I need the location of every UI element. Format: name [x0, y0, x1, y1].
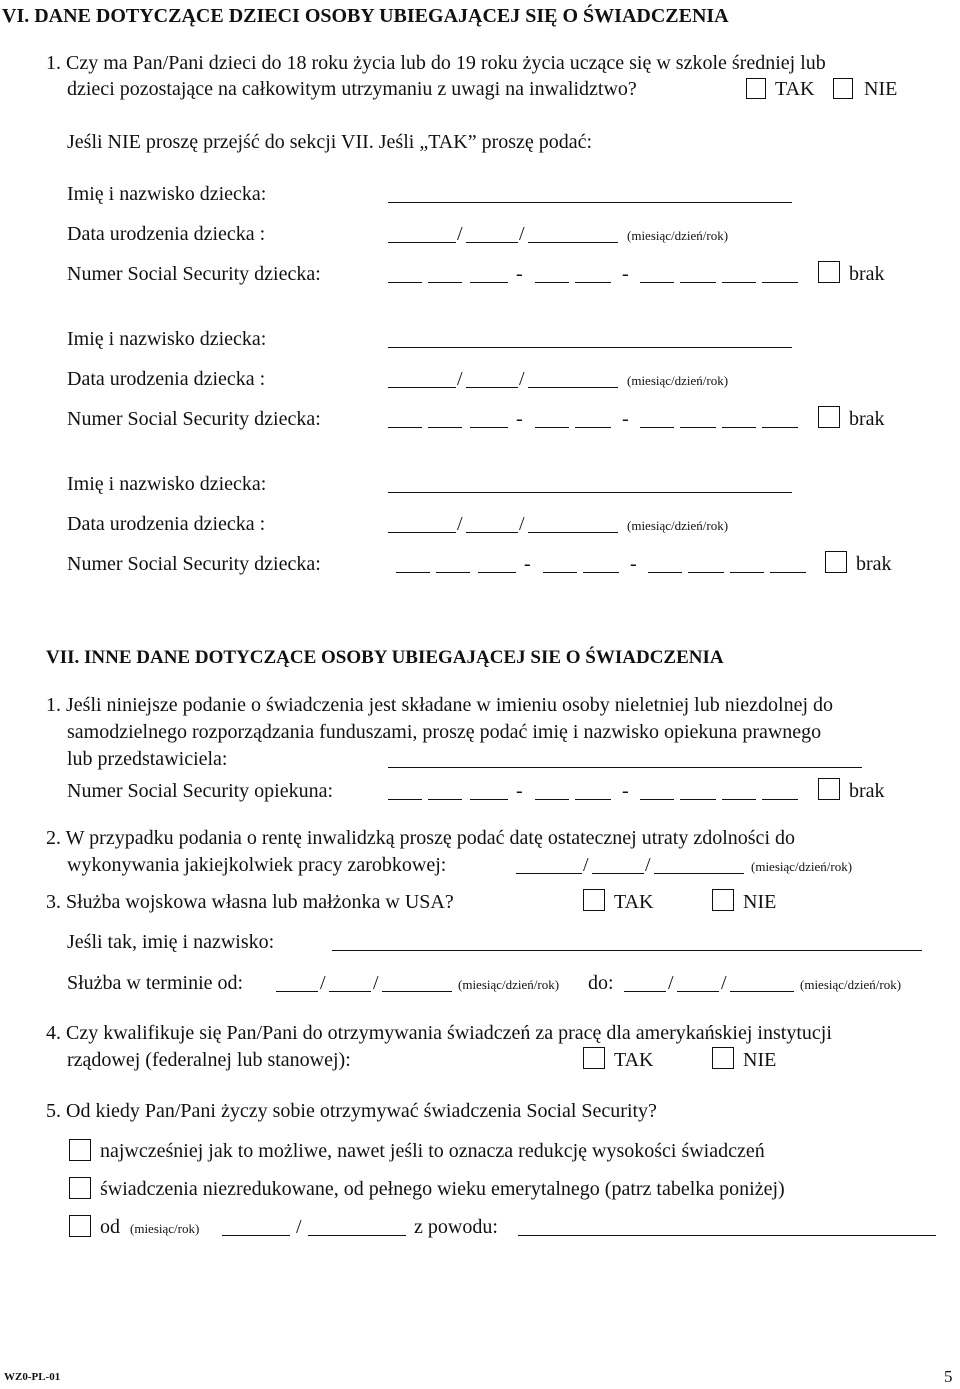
- child2-brak-checkbox[interactable]: [818, 406, 840, 428]
- child2-ssn-digit-4[interactable]: [535, 427, 569, 428]
- child3-name-field[interactable]: [388, 492, 792, 493]
- q4-nie-label: NIE: [743, 1049, 777, 1071]
- child2-dob-day-field[interactable]: [466, 387, 518, 388]
- q4-tak-label: TAK: [614, 1049, 654, 1071]
- child3-brak-checkbox[interactable]: [825, 551, 847, 573]
- child2-dob-month-field[interactable]: [388, 387, 456, 388]
- child2-ssn-digit-1[interactable]: [388, 427, 422, 428]
- service-to-year[interactable]: [730, 991, 794, 992]
- ssn-dash: -: [630, 553, 637, 575]
- section-7-heading: VII. INNE DANE DOTYCZĄCE OSOBY UBIEGAJĄCEJ SIE O ŚWIADCZENIA: [46, 647, 724, 668]
- s7-q2-line2: wykonywania jakiejkolwiek pracy zarobkowej:: [67, 854, 447, 876]
- q4-tak-checkbox[interactable]: [583, 1047, 605, 1069]
- child3-ssn-digit-3[interactable]: [478, 572, 516, 573]
- child1-brak-checkbox[interactable]: [818, 261, 840, 283]
- child3-ssn-digit-5[interactable]: [583, 572, 619, 573]
- child2-dob-label: Data urodzenia dziecka :: [67, 368, 266, 390]
- s7-q1-line2: samodzielnego rozporządzania funduszami, proszę podać imię i nazwisko opiekuna prawnego: [67, 721, 822, 743]
- s7-q2-line1: 2. W przypadku podania o rentę inwalidzką proszę podać datę ostatecznej utraty zdolności do: [46, 827, 795, 849]
- q5-option-full-age-checkbox[interactable]: [69, 1177, 91, 1199]
- date-slash: /: [519, 368, 525, 390]
- date-format-hint: (miesiąc/dzień/rok): [458, 977, 560, 992]
- child2-name-field[interactable]: [388, 347, 792, 348]
- q3-nie-checkbox[interactable]: [712, 889, 734, 911]
- brak-label: brak: [849, 780, 885, 802]
- date-slash: /: [457, 368, 463, 390]
- section-6-heading: VI. DANE DOTYCZĄCE DZIECI OSOBY UBIEGAJĄCEJ SIĘ O ŚWIADCZENIA: [2, 5, 729, 27]
- service-from-year[interactable]: [382, 991, 452, 992]
- child2-ssn-digit-9[interactable]: [762, 427, 798, 428]
- q5-reason-field[interactable]: [518, 1235, 936, 1236]
- brak-label: brak: [849, 263, 885, 285]
- date-slash: /: [373, 972, 379, 994]
- child2-ssn-digit-5[interactable]: [575, 427, 611, 428]
- q5-option-date-prefix: od: [100, 1216, 120, 1238]
- child2-ssn-digit-8[interactable]: [722, 427, 756, 428]
- q5-option-earliest-checkbox[interactable]: [69, 1139, 91, 1161]
- child3-ssn-digit-8[interactable]: [730, 572, 764, 573]
- date-slash: /: [519, 223, 525, 245]
- date-slash: /: [296, 1216, 302, 1238]
- child3-dob-day-field[interactable]: [466, 532, 518, 533]
- date-format-hint: (miesiąc/dzień/rok): [751, 859, 853, 874]
- child1-ssn-label: Numer Social Security dziecka:: [67, 263, 321, 285]
- q4-nie-checkbox[interactable]: [712, 1047, 734, 1069]
- ssn-dash: -: [622, 780, 629, 802]
- child1-name-field[interactable]: [388, 202, 792, 203]
- s7-q1-line1: 1. Jeśli niniejsze podanie o świadczenia jest składane w imieniu osoby nieletniej lub niezdolnej do: [46, 694, 834, 716]
- child3-ssn-label: Numer Social Security dziecka:: [67, 553, 321, 575]
- q1-tak-checkbox[interactable]: [746, 78, 766, 99]
- child1-dob-label: Data urodzenia dziecka :: [67, 223, 266, 245]
- child1-ssn-digit-8[interactable]: [722, 282, 756, 283]
- q1-text-line2: dzieci pozostające na całkowitym utrzymaniu z uwagi na inwalidztwo?: [67, 78, 637, 100]
- child1-dob-year-field[interactable]: [528, 242, 618, 243]
- q1-nie-label: NIE: [864, 78, 898, 100]
- service-to-month[interactable]: [624, 991, 666, 992]
- skip-instruction: Jeśli NIE proszę przejść do sekcji VII. Jeśli „TAK” proszę podać:: [67, 131, 593, 153]
- disability-month-field[interactable]: [516, 873, 582, 874]
- guardian-ssn-digit-7[interactable]: [680, 799, 716, 800]
- q5-reason-label: z powodu:: [414, 1216, 498, 1238]
- ssn-dash: -: [622, 263, 629, 285]
- date-slash: /: [457, 513, 463, 535]
- q1-text-line1: 1. Czy ma Pan/Pani dzieci do 18 roku życia lub do 19 roku życia uczące się w szkole średniej lub: [46, 52, 826, 74]
- date-format-hint: (miesiąc/dzień/rok): [627, 228, 729, 243]
- month-year-hint: (miesiąc/rok): [130, 1221, 200, 1236]
- child1-ssn-digit-3[interactable]: [470, 282, 508, 283]
- guardian-ssn-digit-2[interactable]: [428, 799, 462, 800]
- ssn-dash: -: [516, 263, 523, 285]
- child3-ssn-digit-4[interactable]: [543, 572, 577, 573]
- q3-name-label: Jeśli tak, imię i nazwisko:: [67, 931, 275, 953]
- child3-ssn-digit-9[interactable]: [770, 572, 806, 573]
- date-format-hint: (miesiąc/dzień/rok): [627, 518, 729, 533]
- page-number: 5: [944, 1367, 953, 1386]
- child2-ssn-digit-7[interactable]: [680, 427, 716, 428]
- date-format-hint: (miesiąc/dzień/rok): [800, 977, 902, 992]
- service-from-day[interactable]: [329, 991, 371, 992]
- guardian-ssn-label: Numer Social Security opiekuna:: [67, 780, 334, 802]
- form-code: WZ0-PL-01: [4, 1371, 61, 1383]
- date-format-hint: (miesiąc/dzień/rok): [627, 373, 729, 388]
- child3-ssn-digit-2[interactable]: [436, 572, 470, 573]
- child1-ssn-digit-9[interactable]: [762, 282, 798, 283]
- child2-ssn-label: Numer Social Security dziecka:: [67, 408, 321, 430]
- child3-ssn-digit-6[interactable]: [648, 572, 682, 573]
- guardian-ssn-digit-8[interactable]: [722, 799, 756, 800]
- s7-q3: 3. Służba wojskowa własna lub małżonka w USA?: [46, 891, 454, 913]
- s7-q4-line2: rządowej (federalnej lub stanowej):: [67, 1049, 351, 1071]
- q5-option-date-checkbox[interactable]: [69, 1215, 91, 1237]
- child1-dob-month-field[interactable]: [388, 242, 456, 243]
- s7-q4-line1: 4. Czy kwalifikuje się Pan/Pani do otrzymywania świadczeń za pracę dla amerykańskiej instytucji: [46, 1022, 832, 1044]
- q3-tak-label: TAK: [614, 891, 654, 913]
- child2-ssn-digit-2[interactable]: [428, 427, 462, 428]
- child1-ssn-digit-2[interactable]: [428, 282, 462, 283]
- q1-nie-checkbox[interactable]: [833, 78, 853, 99]
- child3-dob-month-field[interactable]: [388, 532, 456, 533]
- q3-name-field[interactable]: [332, 950, 922, 951]
- child2-ssn-digit-3[interactable]: [470, 427, 508, 428]
- brak-label: brak: [849, 408, 885, 430]
- brak-label: brak: [856, 553, 892, 575]
- guardian-ssn-digit-6[interactable]: [640, 799, 674, 800]
- guardian-name-field[interactable]: [388, 767, 862, 768]
- q3-tak-checkbox[interactable]: [583, 889, 605, 911]
- q5-option-earliest-label: najwcześniej jak to możliwe, nawet jeśli to oznacza redukcję wysokości świadczeń: [100, 1140, 765, 1162]
- date-slash: /: [668, 972, 674, 994]
- q3-nie-label: NIE: [743, 891, 777, 913]
- q5-year-field[interactable]: [308, 1235, 406, 1236]
- child1-dob-day-field[interactable]: [466, 242, 518, 243]
- child1-ssn-digit-4[interactable]: [535, 282, 569, 283]
- service-to-label: do:: [588, 972, 614, 994]
- ssn-dash: -: [524, 553, 531, 575]
- ssn-dash: -: [622, 408, 629, 430]
- child1-name-label: Imię i nazwisko dziecka:: [67, 183, 267, 205]
- guardian-ssn-digit-9[interactable]: [762, 799, 798, 800]
- child2-name-label: Imię i nazwisko dziecka:: [67, 328, 267, 350]
- guardian-ssn-digit-3[interactable]: [470, 799, 508, 800]
- date-slash: /: [320, 972, 326, 994]
- disability-day-field[interactable]: [592, 873, 644, 874]
- q5-month-field[interactable]: [222, 1235, 290, 1236]
- child3-name-label: Imię i nazwisko dziecka:: [67, 473, 267, 495]
- guardian-brak-checkbox[interactable]: [818, 778, 840, 800]
- q5-option-full-age-label: świadczenia niezredukowane, od pełnego wieku emerytalnego (patrz tabelka poniżej): [100, 1178, 785, 1200]
- date-slash: /: [457, 223, 463, 245]
- service-from-month[interactable]: [276, 991, 318, 992]
- guardian-ssn-digit-4[interactable]: [535, 799, 569, 800]
- child1-ssn-digit-6[interactable]: [640, 282, 674, 283]
- ssn-dash: -: [516, 780, 523, 802]
- child3-ssn-digit-1[interactable]: [396, 572, 430, 573]
- disability-year-field[interactable]: [654, 873, 744, 874]
- date-slash: /: [519, 513, 525, 535]
- date-slash: /: [583, 854, 589, 876]
- guardian-ssn-digit-1[interactable]: [388, 799, 422, 800]
- child3-dob-year-field[interactable]: [528, 532, 618, 533]
- child1-ssn-digit-7[interactable]: [680, 282, 716, 283]
- ssn-dash: -: [516, 408, 523, 430]
- date-slash: /: [645, 854, 651, 876]
- guardian-ssn-digit-5[interactable]: [575, 799, 611, 800]
- q1-tak-label: TAK: [775, 78, 815, 100]
- child3-dob-label: Data urodzenia dziecka :: [67, 513, 266, 535]
- child1-ssn-digit-5[interactable]: [575, 282, 611, 283]
- child3-ssn-digit-7[interactable]: [688, 572, 724, 573]
- s7-q1-line3: lub przedstawiciela:: [67, 748, 228, 770]
- service-from-label: Służba w terminie od:: [67, 972, 244, 994]
- date-slash: /: [721, 972, 727, 994]
- child2-dob-year-field[interactable]: [528, 387, 618, 388]
- service-to-day[interactable]: [677, 991, 719, 992]
- child1-ssn-digit-1[interactable]: [388, 282, 422, 283]
- s7-q5: 5. Od kiedy Pan/Pani życzy sobie otrzymywać świadczenia Social Security?: [46, 1100, 657, 1122]
- child2-ssn-digit-6[interactable]: [640, 427, 674, 428]
